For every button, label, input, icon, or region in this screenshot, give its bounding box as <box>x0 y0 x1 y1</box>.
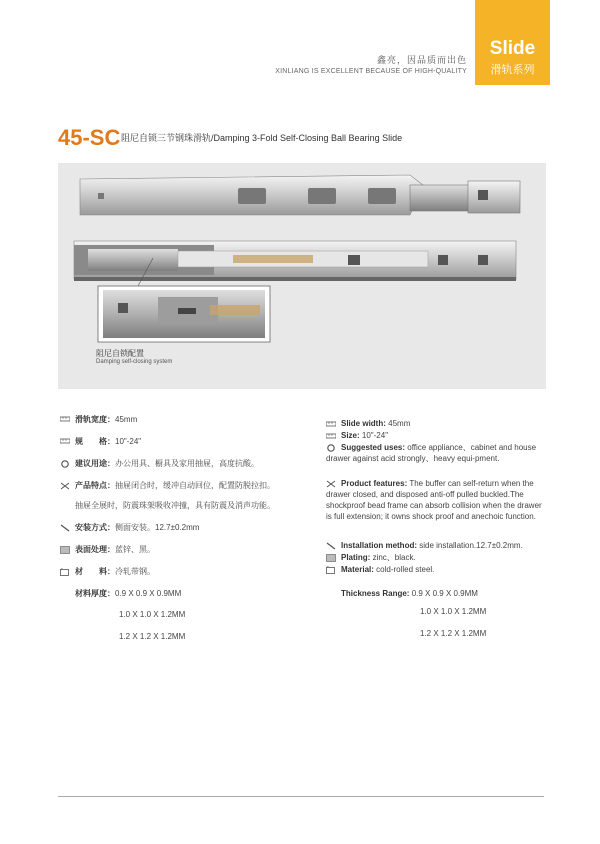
spec-cn-width <box>60 414 137 425</box>
spec-en-thickness <box>341 588 559 599</box>
tools-icon <box>326 480 336 487</box>
inset-label-en: Damping self-closing system <box>96 359 173 365</box>
spec-cn-size <box>60 436 141 447</box>
plate-icon <box>60 546 70 553</box>
spec-label: 材料厚度： <box>75 589 115 598</box>
spec-label: Slide width: <box>341 419 386 428</box>
spec-value: 侧面安装。12.7±0.2mm <box>115 523 200 532</box>
spec-label: 滑轨宽度： <box>75 415 115 424</box>
gear-icon <box>60 460 70 467</box>
footer-divider <box>58 796 544 797</box>
spec-en-uses <box>326 442 544 464</box>
brand-subtitle: 滑轨系列 <box>490 64 535 76</box>
spec-value: The buffer can self-return when the drawer closed, and disposed anti-off pulled buckled.The shockproof bead frame can absorb collision when the drawer is full extension; it owns shock proof and anechoic function. <box>326 479 542 521</box>
tools-icon <box>60 482 70 489</box>
spec-label: 规 格： <box>75 437 115 446</box>
spec-label: Thickness Range: <box>341 589 410 598</box>
spec-en-features <box>326 478 544 522</box>
spec-cn-uses <box>60 458 259 469</box>
ruler-icon <box>60 438 70 445</box>
spec-value: 抽屉闭合时，缓冲自动回位，配置防脱拉扣。 <box>115 481 275 490</box>
spec-cn-thickness <box>75 588 181 599</box>
spec-label: 安装方式： <box>75 523 115 532</box>
thickness-value: 1.0 X 1.0 X 1.2MM <box>119 610 186 619</box>
slogan-cn: 鑫亮，因品质而出色 <box>376 55 467 65</box>
spec-en-width <box>326 418 544 429</box>
rail-top-image <box>80 175 520 215</box>
screwdriver-icon <box>326 542 336 549</box>
spec-label: 产品特点： <box>75 481 115 490</box>
spec-value: 冷轧带钢。 <box>115 567 155 576</box>
spec-cn-features-2: 抽屉全展时，防震珠架吸收冲撞，具有防震及消声功能。 <box>75 501 275 510</box>
spec-value: office appliance、cabinet and house drawer against acid strongly、heavy equi-pment. <box>326 443 537 463</box>
model-number: 45-SC <box>58 125 121 150</box>
thickness-value: 1.2 X 1.2 X 1.2MM <box>119 632 186 641</box>
spec-value: cold-rolled steel. <box>376 565 435 574</box>
spec-cn-material <box>60 566 155 577</box>
spec-value: 办公用具、橱具及家用抽屉，高度抗酸。 <box>115 459 259 468</box>
model-description: 阻尼自锁三节钢珠滑轨/Damping 3-Fold Self-Closing Ball Bearing Slide <box>121 133 403 143</box>
spec-value: 蓝锌、黑。 <box>115 545 155 554</box>
spec-cn-plating <box>60 544 155 555</box>
spec-label: Suggested uses: <box>341 443 406 452</box>
spec-value: 10"-24" <box>361 431 389 440</box>
spec-value: 45mm <box>388 419 411 428</box>
spec-value: side installation.12.7±0.2mm. <box>419 541 523 550</box>
spec-label: 材 料： <box>75 567 115 576</box>
thickness-value: 0.9 X 0.9 X 0.9MM <box>115 589 182 598</box>
thickness-value: 0.9 X 0.9 X 0.9MM <box>411 589 478 598</box>
brand-badge <box>475 0 550 85</box>
screwdriver-icon <box>60 524 70 531</box>
spec-label: 表面处理： <box>75 545 115 554</box>
spec-label: Product features: <box>341 479 408 488</box>
ruler-icon <box>60 416 70 423</box>
thickness-value: 1.0 X 1.0 X 1.2MM <box>420 607 487 616</box>
spec-label: Plating: <box>341 553 371 562</box>
spec-en-install <box>326 540 544 551</box>
spec-value: 10"-24" <box>115 437 142 446</box>
box-icon <box>60 568 70 575</box>
spec-value: 45mm <box>115 415 138 424</box>
spec-label: Installation method: <box>341 541 417 550</box>
product-photo <box>58 163 546 389</box>
ruler-icon <box>326 420 336 427</box>
brand-title: Slide <box>489 38 536 59</box>
spec-label: Size: <box>341 431 360 440</box>
spec-en-plating <box>326 552 544 563</box>
slogan-en: XINLIANG IS EXCELLENT BECAUSE OF HIGH-QUALITY <box>275 68 467 75</box>
plate-icon <box>326 554 336 561</box>
spec-en-size <box>326 430 544 441</box>
spec-label: 建议用途： <box>75 459 115 468</box>
spec-label: Material: <box>341 565 374 574</box>
gear-icon <box>326 444 336 451</box>
spec-en-material <box>326 564 544 575</box>
ruler-icon <box>326 432 336 439</box>
spec-cn-features <box>60 480 275 491</box>
spec-value: zinc、black. <box>372 553 416 562</box>
box-icon <box>326 566 336 573</box>
rail-bottom-image <box>74 241 516 281</box>
thickness-value: 1.2 X 1.2 X 1.2MM <box>420 629 487 638</box>
spec-cn-install <box>60 522 199 533</box>
inset-label-cn: 阻尼自锁配置 <box>96 349 144 358</box>
